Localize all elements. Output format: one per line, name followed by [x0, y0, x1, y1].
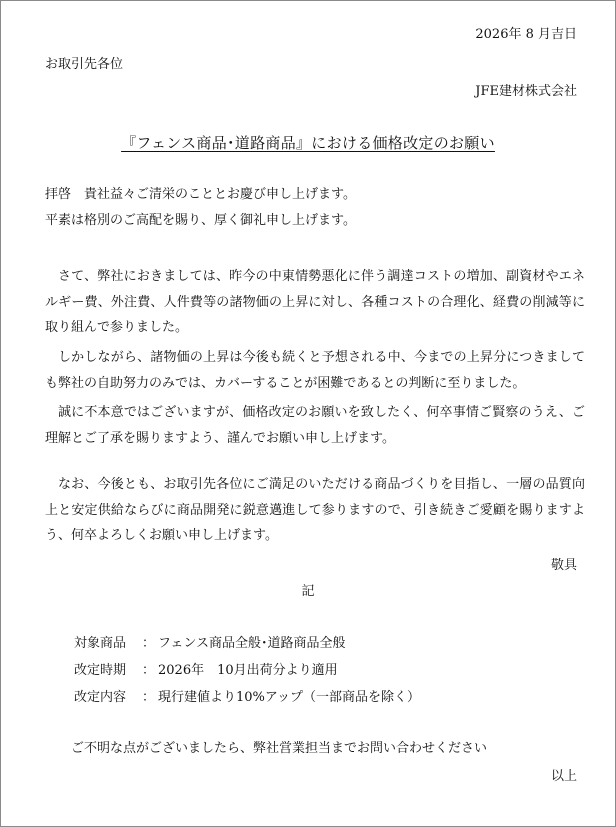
greeting [45, 182, 585, 233]
body-paragraph-2 [45, 345, 585, 396]
item-row-content [74, 689, 420, 707]
body-paragraph-4 [45, 472, 585, 549]
greeting-line-2: 平素は格別のご高配を賜り、厚く御礼申し上げます。 [45, 212, 356, 228]
greeting-line-1: 拝啓 貴社益々ご清栄のこととお慶び申し上げます。 [45, 187, 356, 202]
body-paragraph-4-text: なお、今後とも、お取引先各位にご満足のいただける商品づくりを目指し、一層の品質向上と安定供給ならびに商品開発に鋭意邁進して参りますので、引き続きご愛顧を賜りますよう、何卒よろしくお願い申し上げます。 [45, 477, 585, 543]
item-colon: ： [142, 663, 156, 678]
closing-keigu: 敬具 [550, 558, 577, 573]
contact-note: ご不明な点がございましたら、弊社営業担当までお問い合わせください [71, 741, 488, 756]
item-colon: ： [142, 636, 156, 651]
body-paragraph-1 [45, 264, 585, 341]
body-paragraph-3 [45, 400, 585, 451]
letter-title [1, 134, 615, 152]
item-colon: ： [142, 690, 156, 705]
item-row-target [74, 635, 345, 653]
body-paragraph-2-text: しかしながら、諸物価の上昇は今後も続くと予想される中、今までの上昇分につきましても弊社の自助努力のみでは、カバーすることが困難であるとの判断に至りました。 [45, 350, 585, 391]
item-value: フェンス商品全般･道路商品全般 [158, 636, 346, 651]
sender-company: JFE建材株式会社 [475, 84, 577, 99]
letter-title-text: 『フェンス商品･道路商品』における価格改定のお願い [121, 134, 495, 152]
letter-date: 2026年 8 月吉日 [475, 27, 577, 42]
item-label: 改定内容 [74, 690, 127, 705]
item-value: 2026年 10月出荷分より適用 [158, 663, 338, 678]
ki-heading: 記 [301, 584, 315, 599]
item-value: 現行建値より10%アップ（一部商品を除く） [158, 690, 420, 705]
item-label: 改定時期 [74, 663, 127, 678]
end-mark: 以上 [550, 769, 577, 784]
body-paragraph-1-text: さて、弊社におきましては、昨今の中東情勢悪化に伴う調達コストの増加、副資材やエネルギー費、外注費、人件費等の諸物価の上昇に対し、各種コストの合理化、経費の削減等に取り組んで参りました。 [45, 269, 585, 335]
recipient: お取引先各位 [45, 57, 124, 72]
item-row-timing [74, 662, 338, 680]
body-paragraph-3-text: 誠に不本意ではございますが、価格改定のお願いを致したく、何卒事情ご賢察のうえ、ご理解とご了承を賜りますよう、謹んでお願い申し上げます。 [45, 405, 585, 446]
item-label: 対象商品 [74, 636, 127, 651]
